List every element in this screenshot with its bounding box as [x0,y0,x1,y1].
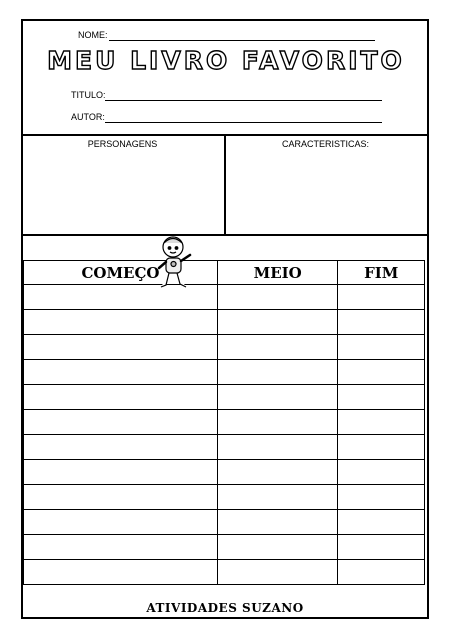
table-cell-comeco[interactable] [24,535,218,560]
table-cell-meio[interactable] [217,410,338,435]
table-cell-fim[interactable] [338,310,425,335]
table-row [24,460,425,485]
child-mascot-illustration [155,233,195,291]
table-cell-comeco[interactable] [24,435,218,460]
table-cell-fim[interactable] [338,560,425,585]
table-cell-fim[interactable] [338,485,425,510]
table-cell-comeco[interactable] [24,485,218,510]
table-cell-comeco[interactable] [24,560,218,585]
table-cell-meio[interactable] [217,435,338,460]
table-cell-fim[interactable] [338,360,425,385]
caracteristicas-writing-area[interactable] [230,152,422,232]
table-cell-fim[interactable] [338,460,425,485]
table-cell-comeco[interactable] [24,410,218,435]
autor-field-line[interactable] [105,122,382,123]
table-row [24,410,425,435]
titulo-field-line[interactable] [105,100,382,101]
table-cell-meio[interactable] [217,285,338,310]
table-cell-meio[interactable] [217,360,338,385]
autor-label: AUTOR: [71,112,105,122]
table-row [24,535,425,560]
table-cell-meio[interactable] [217,560,338,585]
table-cell-fim[interactable] [338,535,425,560]
table-cell-meio[interactable] [217,335,338,360]
table-cell-meio[interactable] [217,310,338,335]
table-cell-fim[interactable] [338,335,425,360]
table-cell-comeco[interactable] [24,360,218,385]
table-cell-comeco[interactable] [24,510,218,535]
table-cell-comeco[interactable] [24,310,218,335]
footer-credit: ATIVIDADES SUZANO [146,601,304,615]
table-row [24,435,425,460]
table-cell-fim[interactable] [338,385,425,410]
characters-section [21,134,429,236]
table-cell-meio[interactable] [217,535,338,560]
story-table [23,260,425,585]
name-label: NOME: [78,30,108,40]
table-cell-comeco[interactable] [24,460,218,485]
table-row [24,385,425,410]
table-cell-meio[interactable] [217,460,338,485]
table-cell-fim[interactable] [338,285,425,310]
titulo-label: TITULO: [71,90,106,100]
table-row [24,335,425,360]
table-cell-comeco[interactable] [24,385,218,410]
table-row [24,510,425,535]
column-header-comeco: COMEÇO [24,261,218,285]
column-divider [224,136,226,234]
table-cell-fim[interactable] [338,410,425,435]
table-row [24,360,425,385]
story-table-body [24,285,425,585]
table-cell-meio[interactable] [217,485,338,510]
table-cell-fim[interactable] [338,435,425,460]
table-header-row [24,261,425,285]
table-row [24,310,425,335]
table-cell-meio[interactable] [217,385,338,410]
table-row [24,560,425,585]
page-title: MEU LIVRO FAVORITO [47,46,405,75]
table-cell-fim[interactable] [338,510,425,535]
caracteristicas-header: CARACTERISTICAS: [281,139,369,149]
table-cell-comeco[interactable] [24,335,218,360]
personagens-header: PERSONAGENS [87,139,158,149]
personagens-writing-area[interactable] [25,152,220,232]
table-cell-meio[interactable] [217,510,338,535]
table-row [24,285,425,310]
column-header-fim: FIM [338,261,425,285]
column-header-meio: MEIO [217,261,338,285]
name-field-line[interactable] [109,40,375,41]
table-row [24,485,425,510]
